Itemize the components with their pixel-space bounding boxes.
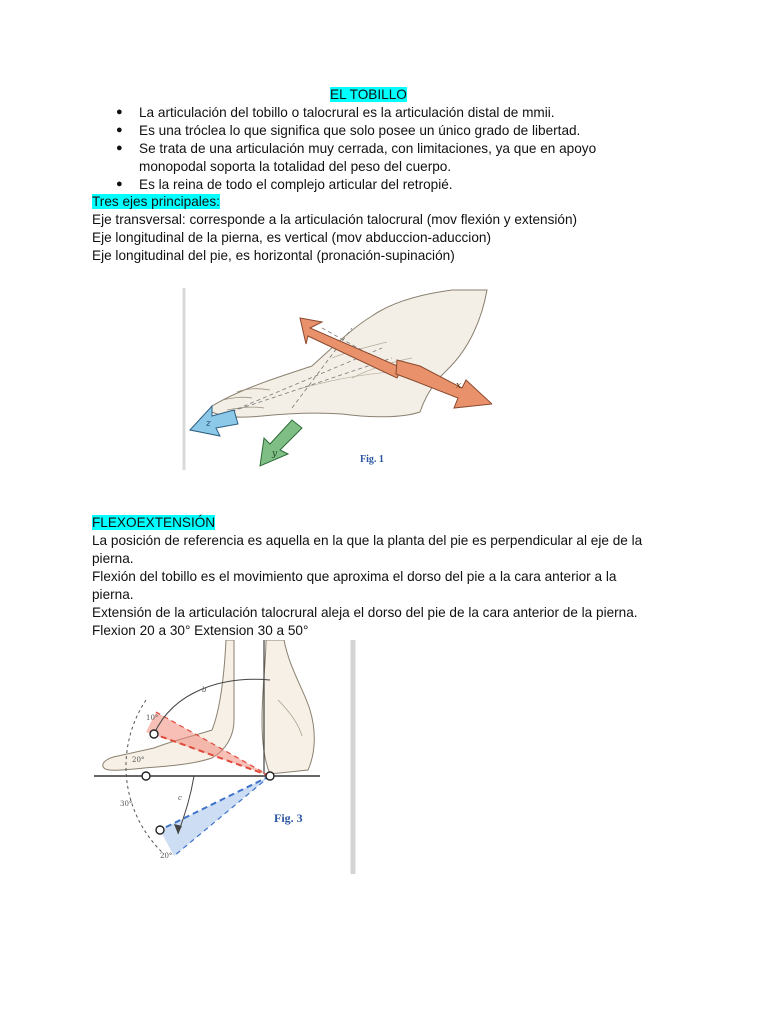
bullet-item: Se trata de una articulación muy cerrada, con limitaciones, ya que en apoyo <box>139 141 597 156</box>
figure-ankle-axes <box>182 288 492 470</box>
flexo-line: pierna. <box>92 587 134 602</box>
figure-flexoextension <box>94 640 362 874</box>
arrow-label-y: y <box>272 449 278 459</box>
arrow-label-z: z <box>206 419 211 429</box>
angle-label: 10° <box>146 714 159 722</box>
flexo-heading-highlight: FLEXOEXTENSIÓN <box>92 515 216 530</box>
flexo-line: pierna. <box>92 551 134 566</box>
arc-label-b: b <box>202 686 207 694</box>
flexo-line: Flexion 20 a 30° Extension 30 a 50° <box>92 623 309 638</box>
ankle-pivot-marker <box>266 772 274 780</box>
arrow-label-x: x <box>456 381 462 391</box>
axis-line: Eje longitudinal de la pierna, es vertical (mov abduccion-aduccion) <box>92 230 491 245</box>
bullet-dot: ● <box>116 124 123 136</box>
page-title <box>330 86 407 104</box>
bullet-item: La articulación del tobillo o talocrural es la articulación distal de mmii. <box>139 105 555 120</box>
bullet-dot: ● <box>116 178 123 190</box>
bullet-dot: ● <box>116 142 123 154</box>
axes-heading <box>92 193 220 211</box>
flexo-line: Flexión del tobillo es el movimiento que aproxima el dorso del pie a la cara anterior a la <box>92 569 617 584</box>
angle-label: 20° <box>132 756 145 764</box>
flexo-line: Extensión de la articulación talocrural aleja el dorso del pie de la cara anterior de la pierna. <box>92 605 638 620</box>
angle-label: 30° <box>120 800 133 808</box>
figure3-caption: Fig. 3 <box>274 811 303 825</box>
axis-line: Eje longitudinal del pie, es horizontal (pronación-supinación) <box>92 248 455 263</box>
flexo-line: La posición de referencia es aquella en la que la planta del pie es perpendicular al eje de la <box>92 533 643 548</box>
neutral-marker <box>142 772 150 780</box>
bullet-item: Es la reina de todo el complejo articular del retropié. <box>139 177 453 192</box>
arc-label-c: c <box>178 794 182 802</box>
bullet-item-continuation: monopodal soporta la totalidad del peso del cuerpo. <box>139 159 452 174</box>
extension-marker <box>156 826 164 834</box>
axes-heading-highlight: Tres ejes principales: <box>92 194 220 209</box>
flexo-heading <box>92 514 215 532</box>
title-highlight: EL TOBILLO <box>330 87 407 102</box>
bullet-dot: ● <box>116 106 123 118</box>
bullet-item: Es una tróclea lo que significa que solo posee un único grado de libertad. <box>139 123 581 138</box>
flexion-marker <box>150 730 158 738</box>
axis-line: Eje transversal: corresponde a la articulación talocrural (mov flexión y extensión) <box>92 212 578 227</box>
figure1-caption: Fig. 1 <box>360 454 384 465</box>
angle-label: 20° <box>160 852 173 860</box>
